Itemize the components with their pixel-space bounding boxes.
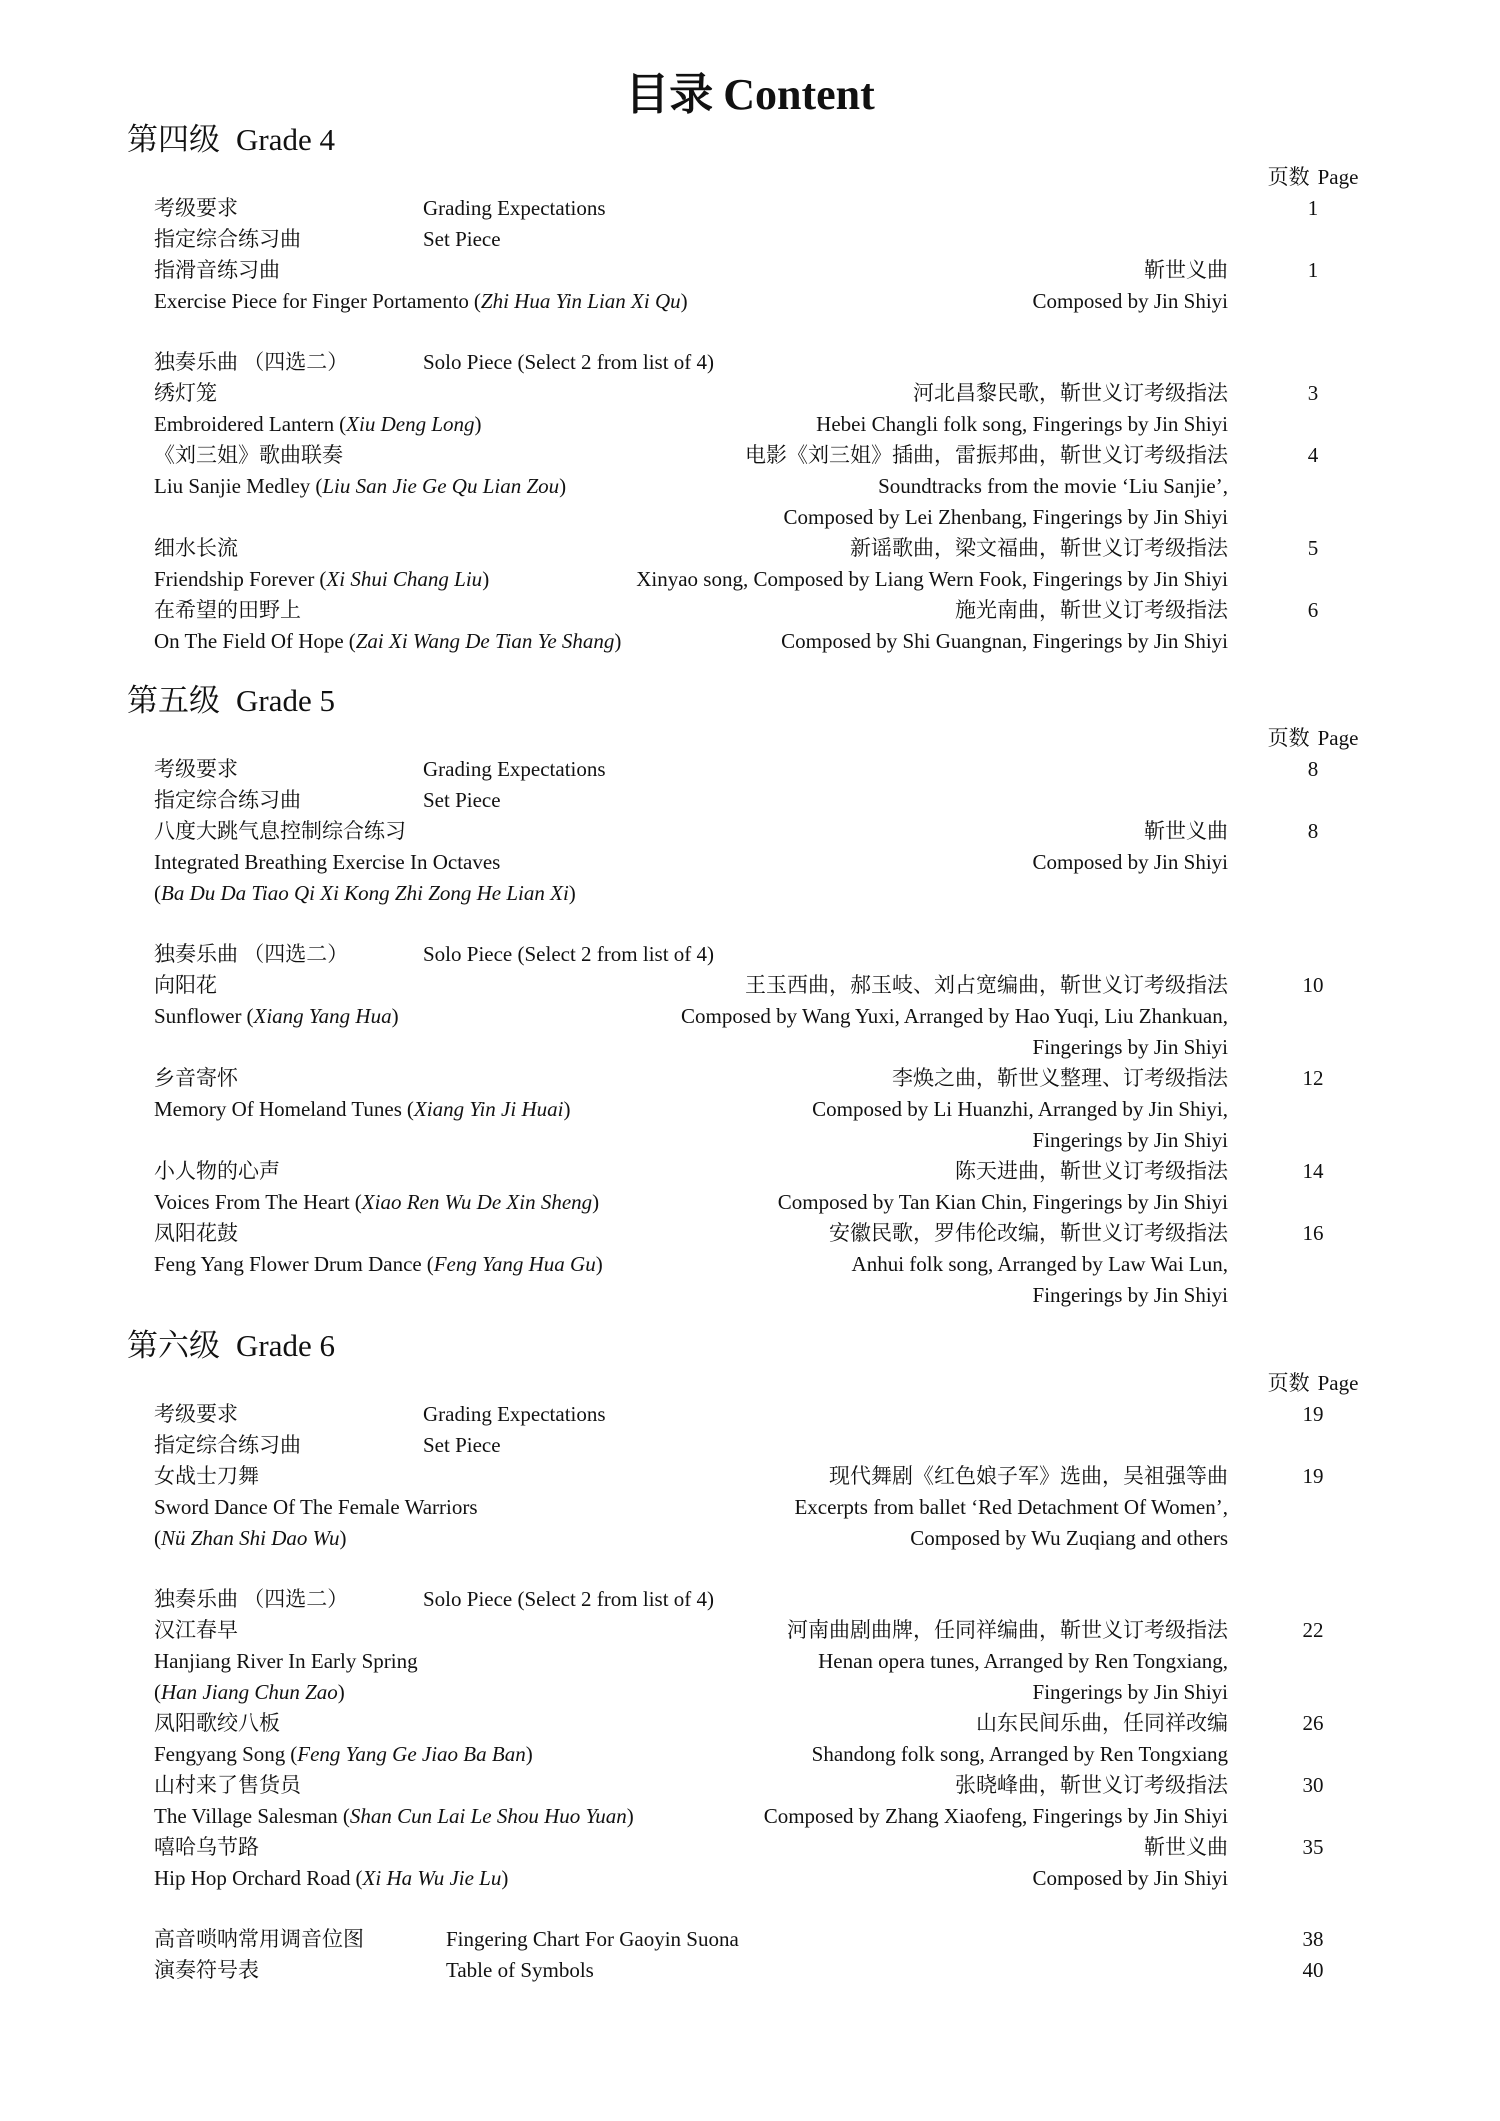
- entry-title-pinyin: ( Feng Yang Hua Gu ): [427, 1252, 603, 1276]
- appendix-title-en[interactable]: Fingering Chart For Gaoyin Suona: [446, 1927, 739, 1951]
- entry-credit-en: Fingerings by Jin Shiyi: [1032, 1680, 1228, 1704]
- entry-page-number[interactable]: 19: [1302, 1464, 1324, 1488]
- entry-line: [0, 1280, 1500, 1311]
- page-header: [1263, 723, 1363, 754]
- grading-page-number[interactable]: 8: [1307, 757, 1319, 781]
- entry-page-number[interactable]: 30: [1302, 1773, 1324, 1797]
- grading-expectations-row: [0, 1399, 1500, 1430]
- entry-title-en-text: Voices From The Heart: [154, 1190, 350, 1214]
- set-piece-label-cn: 指定综合练习曲: [154, 227, 301, 251]
- entry-line: [0, 1063, 1500, 1094]
- entry-title-cn[interactable]: 《刘三姐》歌曲联奏: [154, 443, 343, 467]
- entry-page-number[interactable]: 35: [1302, 1835, 1324, 1859]
- set-piece-heading: [0, 785, 1500, 816]
- entry-line: [0, 1001, 1500, 1032]
- entry-title-pinyin: ( Ba Du Da Tiao Qi Xi Kong Zhi Zong He Lian Xi ): [154, 881, 576, 905]
- entry-title-pinyin: ( Xiang Yin Ji Huai ): [407, 1097, 571, 1121]
- entry-title-en-text: Hip Hop Orchard Road: [154, 1866, 351, 1890]
- entry-line: [0, 595, 1500, 626]
- grade-heading: [0, 1324, 1500, 1368]
- entry-line: [0, 1461, 1500, 1492]
- entry-credit-cn: 施光南曲，靳世义订考级指法: [955, 598, 1228, 622]
- entry-page-number[interactable]: 12: [1302, 1066, 1324, 1090]
- entry-title-en-text: Feng Yang Flower Drum Dance: [154, 1252, 422, 1276]
- entry-title-cn[interactable]: 山村来了售货员: [154, 1773, 301, 1797]
- toc-entry[interactable]: [0, 378, 1500, 440]
- entry-title-cn[interactable]: 乡音寄怀: [154, 1066, 238, 1090]
- entry-line: [0, 409, 1500, 440]
- grade-heading-en: Grade 6: [236, 1328, 335, 1363]
- toc-entry[interactable]: [0, 970, 1500, 1063]
- appendix-title-cn[interactable]: 演奏符号表: [154, 1958, 259, 1982]
- grading-label-cn[interactable]: 考级要求: [154, 757, 238, 781]
- entry-title-cn[interactable]: 八度大跳气息控制综合练习: [154, 819, 406, 843]
- entry-line: [0, 1615, 1500, 1646]
- entry-title-cn[interactable]: 女战士刀舞: [154, 1464, 259, 1488]
- entry-line: [0, 1801, 1500, 1832]
- entry-credit-en: Shandong folk song, Arranged by Ren Tongxiang: [811, 1742, 1228, 1766]
- entry-credit-en: Composed by Wu Zuqiang and others: [910, 1526, 1228, 1550]
- page-header-en: Page: [1317, 1371, 1359, 1395]
- solo-label-en: Solo Piece (Select 2 from list of 4): [423, 942, 715, 966]
- entry-page-number[interactable]: 10: [1302, 973, 1324, 997]
- entry-line: [0, 1739, 1500, 1770]
- entry-page-number[interactable]: 22: [1302, 1618, 1324, 1642]
- entry-line: [0, 1523, 1500, 1554]
- entry-title-en[interactable]: [154, 471, 566, 502]
- grade-heading-cn: 第五级: [127, 683, 220, 718]
- entry-title-pinyin: ( Han Jiang Chun Zao ): [154, 1680, 345, 1704]
- spacer: [0, 909, 1500, 939]
- entry-title-cn[interactable]: 汉江春早: [154, 1618, 238, 1642]
- solo-piece-heading: [0, 1584, 1500, 1615]
- spacer: [0, 1894, 1500, 1924]
- entry-title-pinyin: ( Nü Zhan Shi Dao Wu ): [154, 1526, 347, 1550]
- entry-credit-en: Composed by Li Huanzhi, Arranged by Jin Shiyi,: [812, 1097, 1228, 1121]
- entry-line: [0, 255, 1500, 286]
- set-piece-label-en: Set Piece: [423, 1433, 501, 1457]
- page-header-en: Page: [1317, 726, 1359, 750]
- entry-credit-en: Composed by Jin Shiyi: [1032, 289, 1228, 313]
- entry-line: [0, 1125, 1500, 1156]
- entry-title-cn[interactable]: 凤阳歌绞八板: [154, 1711, 280, 1735]
- grade-section-5: [0, 679, 1500, 1311]
- entry-title-en-text: Fengyang Song: [154, 1742, 286, 1766]
- entry-credit-cn: 安徽民歌，罗伟伦改编，靳世义订考级指法: [829, 1221, 1228, 1245]
- toc-entry[interactable]: [0, 440, 1500, 533]
- page-header-cn: 页数: [1267, 726, 1310, 750]
- entry-title-en-text: Sword Dance Of The Female Warriors: [154, 1495, 478, 1519]
- entry-credit-en: Henan opera tunes, Arranged by Ren Tongxiang,: [818, 1649, 1228, 1673]
- entry-credit-en: Composed by Wang Yuxi, Arranged by Hao Yuqi, Liu Zhankuan,: [681, 1004, 1228, 1028]
- entry-line: [0, 816, 1500, 847]
- page-title: [0, 58, 1500, 122]
- entry-title-pinyin: ( Zai Xi Wang De Tian Ye Shang ): [349, 629, 622, 653]
- toc-entry[interactable]: [0, 816, 1500, 909]
- appendix-row: [0, 1955, 1500, 1986]
- entry-line: [0, 1863, 1500, 1894]
- page-column-header: [0, 1368, 1500, 1399]
- entry-credit-en: Composed by Lei Zhenbang, Fingerings by Jin Shiyi: [783, 505, 1228, 529]
- solo-label-cn: 独奏乐曲 （四选二）: [154, 942, 349, 966]
- entry-credit-en: Composed by Jin Shiyi: [1032, 1866, 1228, 1890]
- entry-line: [0, 564, 1500, 595]
- entry-title-pinyin-line: [154, 1677, 345, 1708]
- entry-page-number[interactable]: 1: [1307, 258, 1319, 282]
- solo-label-cn: 独奏乐曲 （四选二）: [154, 350, 349, 374]
- entry-credit-en: Excerpts from ballet ‘Red Detachment Of Women’,: [794, 1495, 1228, 1519]
- entry-line: [0, 878, 1500, 909]
- entry-title-en[interactable]: [154, 1801, 634, 1832]
- appendix-row: [0, 1924, 1500, 1955]
- entry-title-cn[interactable]: 指滑音练习曲: [154, 258, 280, 282]
- solo-label-en: Solo Piece (Select 2 from list of 4): [423, 350, 715, 374]
- entry-credit-cn: 陈天进曲，靳世义订考级指法: [955, 1159, 1228, 1183]
- entry-credit-en: Fingerings by Jin Shiyi: [1032, 1128, 1228, 1152]
- solo-label-cn: 独奏乐曲 （四选二）: [154, 1587, 349, 1611]
- grading-expectations-row: [0, 754, 1500, 785]
- entry-title-pinyin: ( Xiang Yang Hua ): [247, 1004, 399, 1028]
- grading-label-cn[interactable]: 考级要求: [154, 196, 238, 220]
- grade-heading-en: Grade 5: [236, 683, 335, 718]
- entry-line: [0, 1708, 1500, 1739]
- entry-title-en-text: Memory Of Homeland Tunes: [154, 1097, 402, 1121]
- toc-entry[interactable]: [0, 1832, 1500, 1894]
- set-piece-heading: [0, 1430, 1500, 1461]
- grading-label-en[interactable]: Grading Expectations: [423, 757, 606, 781]
- entry-line: [0, 1187, 1500, 1218]
- entry-credit-cn: 电影《刘三姐》插曲，雷振邦曲，靳世义订考级指法: [745, 443, 1228, 467]
- entry-credit-cn: 新谣歌曲，梁文福曲，靳世义订考级指法: [850, 536, 1228, 560]
- entry-title-pinyin: ( Liu San Jie Ge Qu Lian Zou ): [315, 474, 566, 498]
- entry-credit-en: Composed by Tan Kian Chin, Fingerings by Jin Shiyi: [777, 1190, 1228, 1214]
- entry-credit-en: Composed by Jin Shiyi: [1032, 850, 1228, 874]
- entry-title-pinyin: ( Zhi Hua Yin Lian Xi Qu ): [474, 289, 688, 313]
- entry-title-pinyin: ( Xiao Ren Wu De Xin Sheng ): [355, 1190, 599, 1214]
- entry-line: [0, 1492, 1500, 1523]
- toc-entry[interactable]: [0, 1461, 1500, 1554]
- entry-credit-en: Composed by Shi Guangnan, Fingerings by Jin Shiyi: [781, 629, 1228, 653]
- page-header: [1263, 162, 1363, 193]
- entry-title-en-text: Integrated Breathing Exercise In Octaves: [154, 850, 501, 874]
- entry-title-en[interactable]: [154, 626, 621, 657]
- toc-entry[interactable]: [0, 1156, 1500, 1218]
- entry-line: [0, 970, 1500, 1001]
- entry-line: [0, 378, 1500, 409]
- page-header-cn: 页数: [1267, 165, 1310, 189]
- entry-line: [0, 440, 1500, 471]
- toc-entry[interactable]: [0, 1063, 1500, 1156]
- toc-entry[interactable]: [0, 1770, 1500, 1832]
- page-header-cn: 页数: [1267, 1371, 1310, 1395]
- entry-credit-en: Anhui folk song, Arranged by Law Wai Lun,: [851, 1252, 1228, 1276]
- title-en: Content: [723, 70, 875, 119]
- entry-credit-en: Fingerings by Jin Shiyi: [1032, 1283, 1228, 1307]
- entry-title-pinyin: ( Feng Yang Ge Jiao Ba Ban ): [290, 1742, 532, 1766]
- entry-page-number[interactable]: 16: [1302, 1221, 1324, 1245]
- page-header: [1263, 1368, 1363, 1399]
- toc-entry[interactable]: [0, 1615, 1500, 1708]
- entry-credit-cn: 山东民间乐曲，任同祥改编: [976, 1711, 1228, 1735]
- page-header-en: Page: [1317, 165, 1359, 189]
- entry-credit-en: Hebei Changli folk song, Fingerings by Jin Shiyi: [816, 412, 1228, 436]
- grading-expectations-row: [0, 193, 1500, 224]
- grading-page-number[interactable]: 19: [1302, 1402, 1324, 1426]
- page-column-header: [0, 162, 1500, 193]
- entry-title-en-text: The Village Salesman: [154, 1804, 338, 1828]
- entry-page-number[interactable]: 3: [1307, 381, 1319, 405]
- entry-title-pinyin: ( Xi Shui Chang Liu ): [319, 567, 489, 591]
- entry-page-number[interactable]: 26: [1302, 1711, 1324, 1735]
- entry-credit-cn: 靳世义曲: [1144, 258, 1228, 282]
- entry-title-en-text: Exercise Piece for Finger Portamento: [154, 289, 469, 313]
- entry-line: [0, 1770, 1500, 1801]
- entry-credit-cn: 张晓峰曲，靳世义订考级指法: [955, 1773, 1228, 1797]
- entry-title-en-text: On The Field Of Hope: [154, 629, 344, 653]
- entry-credit-cn: 李焕之曲，靳世义整理、订考级指法: [892, 1066, 1228, 1090]
- entry-title-en[interactable]: [154, 286, 688, 317]
- entry-credit-en: Fingerings by Jin Shiyi: [1032, 1035, 1228, 1059]
- entry-credit-en: Xinyao song, Composed by Liang Wern Fook, Fingerings by Jin Shiyi: [636, 567, 1228, 591]
- appendix-title-cn[interactable]: 高音唢呐常用调音位图: [154, 1927, 364, 1951]
- entry-line: [0, 1832, 1500, 1863]
- set-piece-label-en: Set Piece: [423, 227, 501, 251]
- grade-heading: [0, 118, 1500, 162]
- entry-credit-cn: 河南曲剧曲牌，任同祥编曲，靳世义订考级指法: [787, 1618, 1228, 1642]
- entry-line: [0, 847, 1500, 878]
- grade-heading-cn: 第六级: [127, 1328, 220, 1363]
- set-piece-label-en: Set Piece: [423, 788, 501, 812]
- grade-section-4: [0, 118, 1500, 657]
- entry-line: [0, 626, 1500, 657]
- entry-title-pinyin: ( Xiu Deng Long ): [339, 412, 481, 436]
- entry-line: [0, 1646, 1500, 1677]
- entry-line: [0, 1156, 1500, 1187]
- entry-title-cn[interactable]: 向阳花: [154, 973, 217, 997]
- entry-title-cn[interactable]: 凤阳花鼓: [154, 1221, 238, 1245]
- entry-credit-cn: 现代舞剧《红色娘子军》选曲，吴祖强等曲: [829, 1464, 1228, 1488]
- entry-title-en[interactable]: [154, 564, 489, 595]
- entry-credit-cn: 靳世义曲: [1144, 1835, 1228, 1859]
- entry-title-en[interactable]: [154, 1001, 399, 1032]
- grade-heading: [0, 679, 1500, 723]
- entry-credit-cn: 河北昌黎民歌，靳世义订考级指法: [913, 381, 1228, 405]
- entry-title-cn[interactable]: 嘻哈乌节路: [154, 1835, 259, 1859]
- entry-page-number[interactable]: 14: [1302, 1159, 1324, 1183]
- entry-title-pinyin: ( Shan Cun Lai Le Shou Huo Yuan ): [343, 1804, 634, 1828]
- spacer: [0, 1554, 1500, 1584]
- grading-label-cn[interactable]: 考级要求: [154, 1402, 238, 1426]
- entry-title-en-text: Sunflower: [154, 1004, 242, 1028]
- page-column-header: [0, 723, 1500, 754]
- grading-page-number[interactable]: 1: [1307, 196, 1319, 220]
- entry-line: [0, 286, 1500, 317]
- entry-page-number[interactable]: 8: [1307, 819, 1319, 843]
- entry-title-en[interactable]: [154, 1863, 508, 1894]
- entry-title-en-text: Embroidered Lantern: [154, 412, 335, 436]
- appendix-title-en[interactable]: Table of Symbols: [446, 1958, 594, 1982]
- entry-line: [0, 1218, 1500, 1249]
- entry-title-en-text: Friendship Forever: [154, 567, 315, 591]
- entry-title-pinyin: ( Xi Ha Wu Jie Lu ): [356, 1866, 509, 1890]
- set-piece-label-cn: 指定综合练习曲: [154, 788, 301, 812]
- entry-title-pinyin-line: [154, 878, 576, 909]
- entry-credit-cn: 王玉西曲，郝玉岐、刘占宽编曲，靳世义订考级指法: [745, 973, 1228, 997]
- entry-page-number[interactable]: 6: [1307, 598, 1319, 622]
- entry-title-en-text: Hanjiang River In Early Spring: [154, 1649, 418, 1673]
- entry-title-en[interactable]: [154, 1739, 533, 1770]
- grade-heading-en: Grade 4: [236, 122, 335, 157]
- entry-title-en[interactable]: [154, 1249, 603, 1280]
- entry-title-en[interactable]: [154, 1646, 418, 1677]
- toc-entry[interactable]: [0, 1708, 1500, 1770]
- toc-entry[interactable]: [0, 533, 1500, 595]
- entry-line: [0, 1032, 1500, 1063]
- entry-title-en[interactable]: [154, 1492, 478, 1523]
- appendix-page-number[interactable]: 38: [1302, 1927, 1324, 1951]
- entry-line: [0, 1249, 1500, 1280]
- entry-title-en-text: Liu Sanjie Medley: [154, 474, 311, 498]
- grade-heading-cn: 第四级: [127, 122, 220, 157]
- entry-title-cn[interactable]: 细水长流: [154, 536, 238, 560]
- entry-title-en[interactable]: [154, 1094, 570, 1125]
- set-piece-heading: [0, 224, 1500, 255]
- entry-title-pinyin-line: [154, 1523, 347, 1554]
- entry-line: [0, 533, 1500, 564]
- solo-piece-heading: [0, 347, 1500, 378]
- appendix-page-number[interactable]: 40: [1302, 1958, 1324, 1982]
- solo-label-en: Solo Piece (Select 2 from list of 4): [423, 1587, 715, 1611]
- entry-line: [0, 471, 1500, 502]
- entry-credit-cn: 靳世义曲: [1144, 819, 1228, 843]
- spacer: [0, 317, 1500, 347]
- set-piece-label-cn: 指定综合练习曲: [154, 1433, 301, 1457]
- entry-title-en[interactable]: [154, 1187, 599, 1218]
- entry-line: [0, 1094, 1500, 1125]
- entry-title-cn[interactable]: 小人物的心声: [154, 1159, 280, 1183]
- entry-line: [0, 502, 1500, 533]
- toc-entry[interactable]: [0, 595, 1500, 657]
- entry-credit-en: Soundtracks from the movie ‘Liu Sanjie’,: [878, 474, 1228, 498]
- entry-line: [0, 1677, 1500, 1708]
- entry-title-en[interactable]: [154, 409, 482, 440]
- entry-title-en[interactable]: [154, 847, 500, 878]
- toc-entry[interactable]: [0, 255, 1500, 317]
- entry-page-number[interactable]: 4: [1307, 443, 1319, 467]
- grading-label-en[interactable]: Grading Expectations: [423, 196, 606, 220]
- solo-piece-heading: [0, 939, 1500, 970]
- grading-label-en[interactable]: Grading Expectations: [423, 1402, 606, 1426]
- grade-section-6: [0, 1324, 1500, 1986]
- toc-entry[interactable]: [0, 1218, 1500, 1311]
- entry-credit-en: Composed by Zhang Xiaofeng, Fingerings by Jin Shiyi: [763, 1804, 1228, 1828]
- title-cn: 目录: [625, 70, 714, 119]
- entry-title-cn[interactable]: 在希望的田野上: [154, 598, 301, 622]
- entry-page-number[interactable]: 5: [1307, 536, 1319, 560]
- entry-title-cn[interactable]: 绣灯笼: [154, 381, 217, 405]
